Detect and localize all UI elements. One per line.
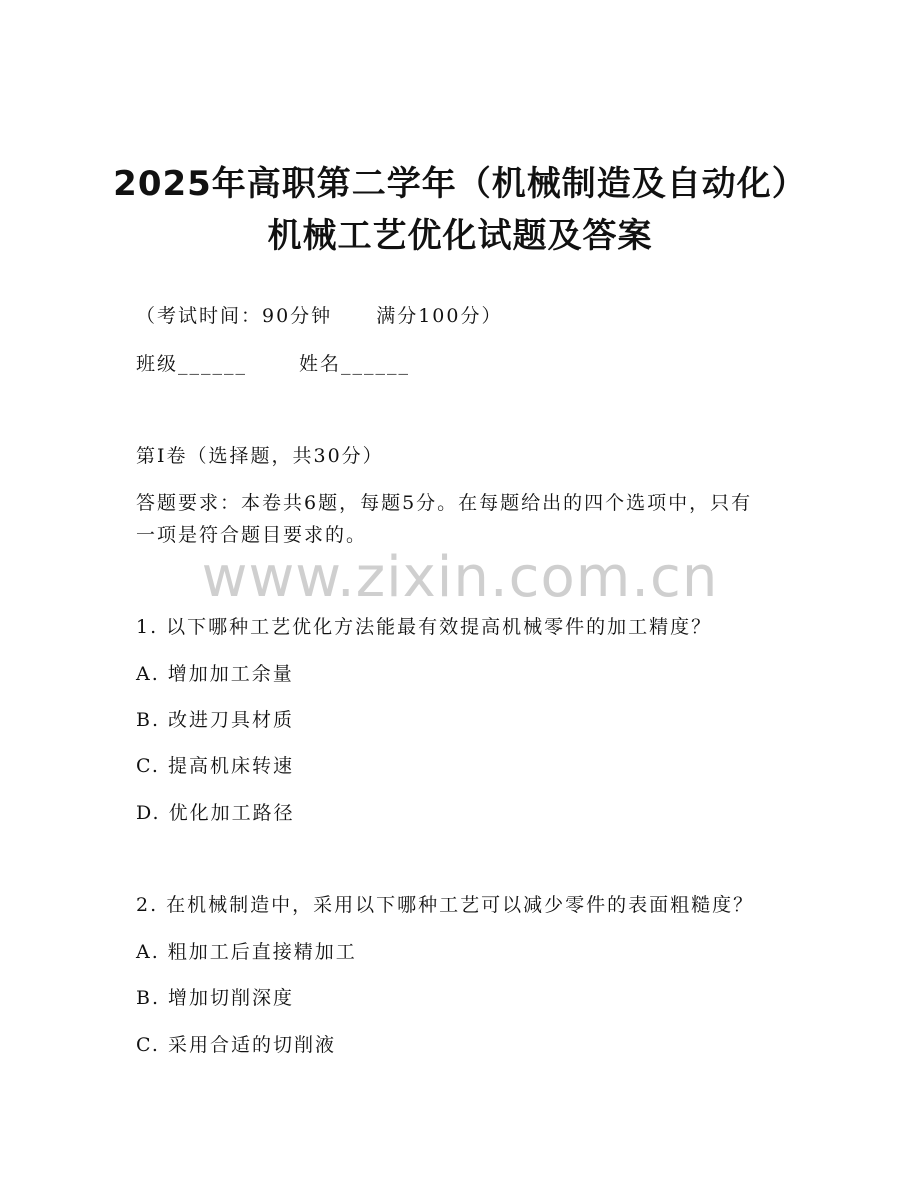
question-1-option-c: C. 提高机床转速 <box>136 755 294 777</box>
exam-full-score: 满分100分） <box>376 305 503 327</box>
question-2-option-c: C. 采用合适的切削液 <box>136 1034 336 1056</box>
exam-info-line <box>136 301 502 328</box>
class-field-label: 班级______ <box>136 353 248 375</box>
instructions-line-2: 一项是符合题目要求的。 <box>136 524 368 546</box>
question-2-option-b: B. 增加切削深度 <box>136 987 295 1009</box>
watermark: www.zixin.com.cn <box>201 545 719 610</box>
question-1-option-b: B. 改进刀具材质 <box>136 709 295 731</box>
document-title-line-2: 机械工艺优化试题及答案 <box>267 216 653 256</box>
question-1-option-d: D. 优化加工路径 <box>136 802 295 824</box>
instructions-line-1: 答题要求：本卷共6题，每题5分。在每题给出的四个选项中，只有 <box>136 492 753 514</box>
exam-time: （考试时间：90分钟 <box>136 305 333 327</box>
question-2-option-a: A. 粗加工后直接精加工 <box>136 941 357 963</box>
student-info-line <box>136 349 410 376</box>
question-2-stem: 2. 在机械制造中，采用以下哪种工艺可以减少零件的表面粗糙度？ <box>136 894 755 916</box>
question-1-option-a: A. 增加加工余量 <box>136 663 294 685</box>
question-1-stem: 1. 以下哪种工艺优化方法能最有效提高机械零件的加工精度？ <box>136 616 713 638</box>
document-title-line-1: 2025年高职第二学年（机械制造及自动化） <box>113 164 807 204</box>
name-field-label: 姓名______ <box>299 353 411 375</box>
section-heading: 第I卷（选择题，共30分） <box>136 445 384 467</box>
